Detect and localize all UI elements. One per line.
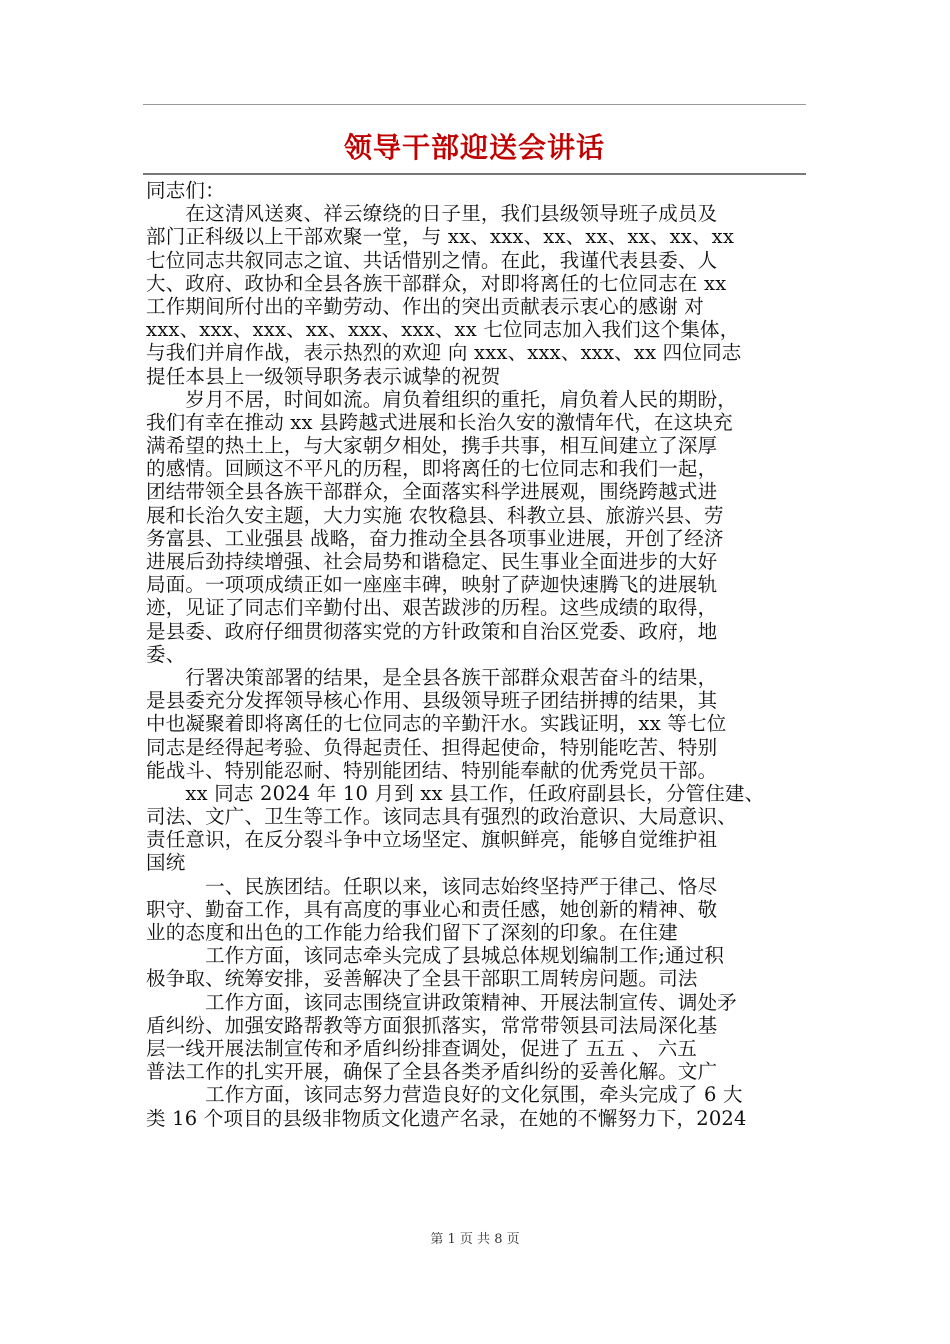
page-footer: 第 1 页 共 8 页 [430, 1232, 520, 1247]
text-line: 层一线开展法制宣传和矛盾纠纷排查调处，促进了 五五 、 六五 [146, 1036, 698, 1060]
text-line: 七位同志共叙同志之谊、共话惜别之情。在此，我谨代表县委、人 [146, 248, 718, 272]
text-line: 我们有幸在推动 xx 县跨越式进展和长治久安的激情年代，在这块充 [146, 410, 733, 434]
text-line: 迹，见证了同志们辛勤付出、艰苦跋涉的历程。这些成绩的取得， [146, 596, 718, 620]
text-line: 行署决策部署的结果，是全县各族干部群众艰苦奋斗的结果， [146, 665, 718, 689]
text-line: 委、 [146, 642, 186, 666]
text-line: 司法、文广、卫生等工作。该同志具有强烈的政治意识、大局意识、 [146, 805, 738, 829]
text-line: 务富县、工业强县 战略，奋力推动全县各项事业进展，开创了经济 [146, 526, 724, 550]
text-line: 类 16 个项目的县级非物质文化遗产名录，在她的不懈努力下，2024 [146, 1106, 747, 1130]
text-line: 同志是经得起考验、负得起责任、担得起使命，特别能吃苦、特别 [146, 735, 718, 759]
text-line: 是县委、政府仔细贯彻落实党的方针政策和自治区党委、政府，地 [146, 619, 718, 643]
title-rule [143, 173, 806, 175]
text-line: 工作方面，该同志牵头完成了县城总体规划编制工作;通过积 [146, 944, 725, 968]
text-line: 大、政府、政协和全县各族干部群众，对即将离任的七位同志在 xx [146, 271, 727, 295]
text-line: 与我们并肩作战，表示热烈的欢迎 向 xxx、xxx、xxx、xx 四位同志 [146, 341, 742, 365]
text-line: 业的态度和出色的工作能力给我们留下了深刻的印象。在住建 [146, 921, 678, 944]
text-line: 团结带领全县各族干部群众，全面落实科学进展观，围绕跨越式进 [146, 480, 718, 504]
header-rule [143, 104, 806, 105]
text-line: 一、民族团结。任职以来，该同志始终坚持严于律己、恪尽 [146, 874, 718, 898]
text-line: 中也凝聚着即将离任的七位同志的辛勤汗水。实践证明，xx 等七位 [146, 712, 727, 736]
text-line: 岁月不居，时间如流。肩负着组织的重托，肩负着人民的期盼， [146, 387, 738, 411]
text-line: 进展后劲持续增强、社会局势和谐稳定、民生事业全面进步的大好 [146, 550, 718, 573]
text-line: 工作期间所付出的辛勤劳动、作出的突出贡献表示衷心的感谢 对 [146, 294, 704, 318]
text-line: 同志们： [146, 179, 225, 202]
text-line: xxx、xxx、xxx、xx、xxx、xxx、xx 七位同志加入我们这个集体， [146, 318, 740, 342]
text-line: 责任意识，在反分裂斗争中立场坚定、旗帜鲜亮，能够自觉维护祖 [146, 828, 718, 852]
text-line: 盾纠纷、加强安路帮教等方面狠抓落实，常常带领县司法局深化基 [146, 1013, 718, 1037]
document-title: 领导干部迎送会讲话 [343, 131, 605, 164]
text-line: 的感情。回顾这不平凡的历程，即将离任的七位同志和我们一起， [146, 457, 718, 481]
text-line: 是县委充分发挥领导核心作用、县级领导班子团结拼搏的结果，其 [146, 689, 718, 713]
text-line: 部门正科级以上干部欢聚一堂，与 xx、xxx、xx、xx、xx、xx、xx [146, 225, 735, 249]
text-line: 工作方面，该同志努力营造良好的文化氛围，牵头完成了 6 大 [146, 1083, 743, 1107]
text-line: xx 同志 2024 年 10 月到 xx 县工作，任政府副县长，分管住建、 [146, 781, 765, 805]
text-line: 提任本县上一级领导职务表示诚挚的祝贺 [146, 364, 501, 388]
text-line: 局面。一项项成绩正如一座座丰碑，映射了萨迦快速腾飞的进展轨 [146, 573, 718, 597]
text-line: 能战斗、特别能忍耐、特别能团结、特别能奉献的优秀党员干部。 [146, 758, 718, 782]
text-line: 展和长治久安主题，大力实施 农牧稳县、科教立县、旅游兴县、劳 [146, 503, 724, 527]
text-line: 满希望的热土上，与大家朝夕相处，携手共事，相互间建立了深厚 [146, 434, 718, 458]
text-line: 职守、勤奋工作，具有高度的事业心和责任感，她创新的精神、敬 [146, 897, 718, 921]
text-line: 国统 [146, 851, 186, 875]
text-line: 极争取、统筹安排，妥善解决了全县干部职工周转房问题。司法 [146, 967, 698, 991]
text-line: 工作方面，该同志围绕宣讲政策精神、开展法制宣传、调处矛 [146, 990, 738, 1014]
text-line: 普法工作的扎实开展，确保了全县各类矛盾纠纷的妥善化解。文广 [146, 1060, 718, 1084]
text-line: 在这清风送爽、祥云缭绕的日子里，我们县级领导班子成员及 [146, 202, 718, 226]
document-body [146, 179, 808, 1130]
